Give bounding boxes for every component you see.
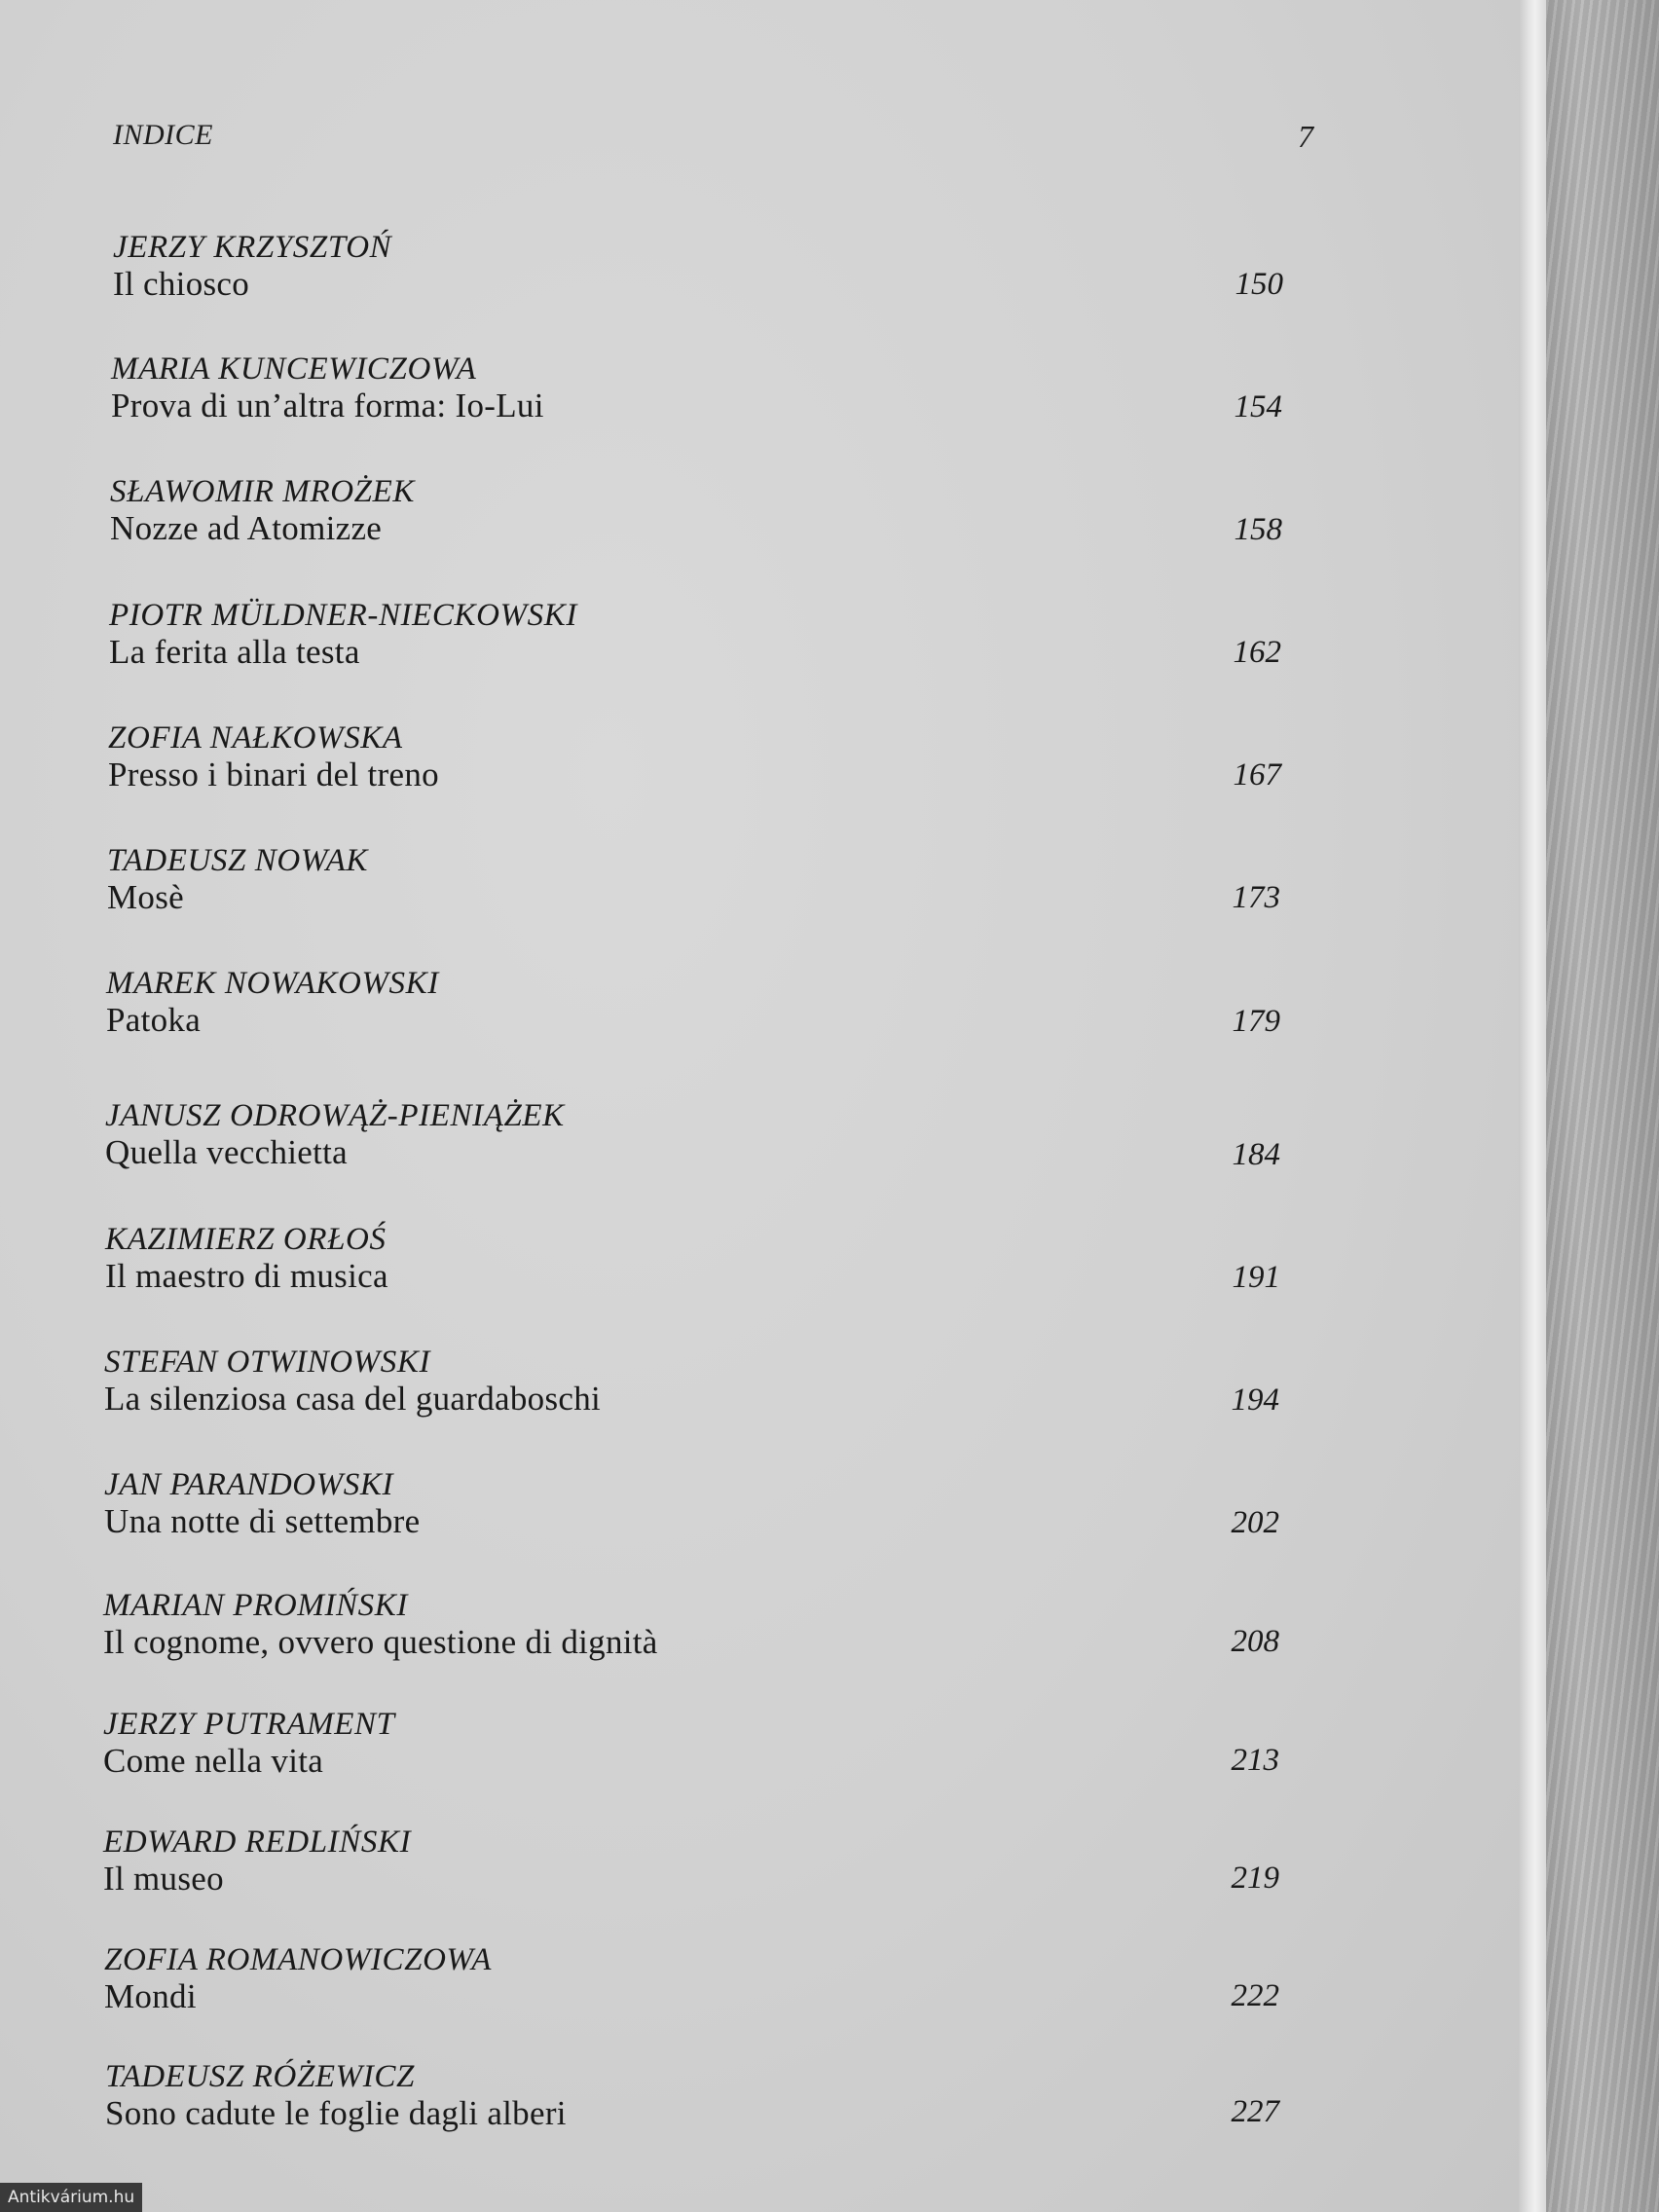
toc-page-number: 158 <box>1234 512 1282 547</box>
toc-title: Il maestro di musica <box>105 1257 388 1295</box>
watermark-stamp: Antikvárium.hu <box>0 2183 142 2212</box>
toc-page-number: 184 <box>1232 1137 1280 1172</box>
toc-title: Mosè <box>107 878 184 916</box>
toc-page-number: 227 <box>1231 2094 1279 2129</box>
toc-author: EDWARD REDLIŃSKI <box>103 1825 412 1860</box>
toc-page-number: 179 <box>1232 1004 1280 1039</box>
toc-title: Il museo <box>103 1860 224 1898</box>
toc-author: TADEUSZ RÓŻEWICZ <box>105 2059 415 2094</box>
toc-author: MAREK NOWAKOWSKI <box>106 966 439 1001</box>
toc-title: Presso i binari del treno <box>108 756 439 793</box>
toc-author: TADEUSZ NOWAK <box>107 843 368 878</box>
toc-title: Sono cadute le foglie dagli alberi <box>105 2094 567 2132</box>
toc-author: MARIAN PROMIŃSKI <box>103 1588 408 1623</box>
toc-author: MARIA KUNCEWICZOWA <box>111 351 477 387</box>
toc-page-number: 191 <box>1232 1260 1280 1295</box>
toc-page-number: 222 <box>1231 1978 1279 2013</box>
toc-page-number: 167 <box>1233 757 1281 793</box>
toc-author: ZOFIA NAŁKOWSKA <box>108 720 403 756</box>
toc-title: Il cognome, ovvero questione di dignità <box>103 1623 658 1661</box>
toc-title: Patoka <box>106 1001 202 1039</box>
toc-page-number: 194 <box>1231 1382 1279 1418</box>
toc-author: PIOTR MÜLDNER-NIECKOWSKI <box>109 598 577 633</box>
header-page-number: 7 <box>1298 119 1313 154</box>
toc-author: JANUSZ ODROWĄŻ-PIENIĄŻEK <box>105 1098 565 1133</box>
toc-title: Come nella vita <box>103 1742 324 1780</box>
toc-author: JERZY KRZYSZTOŃ <box>113 230 392 265</box>
toc-author: JAN PARANDOWSKI <box>104 1467 394 1502</box>
toc-author: KAZIMIERZ ORŁOŚ <box>105 1222 387 1257</box>
page-edges <box>1519 0 1546 2212</box>
toc-page-number: 208 <box>1231 1624 1279 1659</box>
toc-title: Nozze ad Atomizze <box>110 509 383 547</box>
toc-title: La ferita alla testa <box>109 633 360 671</box>
toc-page-number: 173 <box>1232 880 1280 915</box>
toc-title: Una notte di settembre <box>104 1502 421 1540</box>
toc-author: ZOFIA ROMANOWICZOWA <box>104 1942 493 1977</box>
toc-page-number: 154 <box>1234 389 1282 424</box>
toc-title: Quella vecchietta <box>105 1133 348 1171</box>
toc-title: Mondi <box>104 1977 197 2015</box>
toc-title: Prova di un’altra forma: Io-Lui <box>111 387 544 424</box>
book-spine <box>1546 0 1659 2212</box>
header-label: INDICE <box>113 119 213 151</box>
toc-page-number: 219 <box>1231 1861 1279 1896</box>
toc-author: STEFAN OTWINOWSKI <box>104 1345 431 1380</box>
toc-title: La silenziosa casa del guardaboschi <box>104 1380 602 1418</box>
toc-page-number: 202 <box>1231 1505 1279 1540</box>
toc-page-number: 162 <box>1233 635 1281 670</box>
toc-page-number: 213 <box>1231 1743 1279 1778</box>
toc-author: JERZY PUTRAMENT <box>103 1707 395 1742</box>
toc-title: Il chiosco <box>113 265 250 303</box>
toc-page-number: 150 <box>1235 267 1283 302</box>
toc-author: SŁAWOMIR MROŻEK <box>110 474 415 509</box>
